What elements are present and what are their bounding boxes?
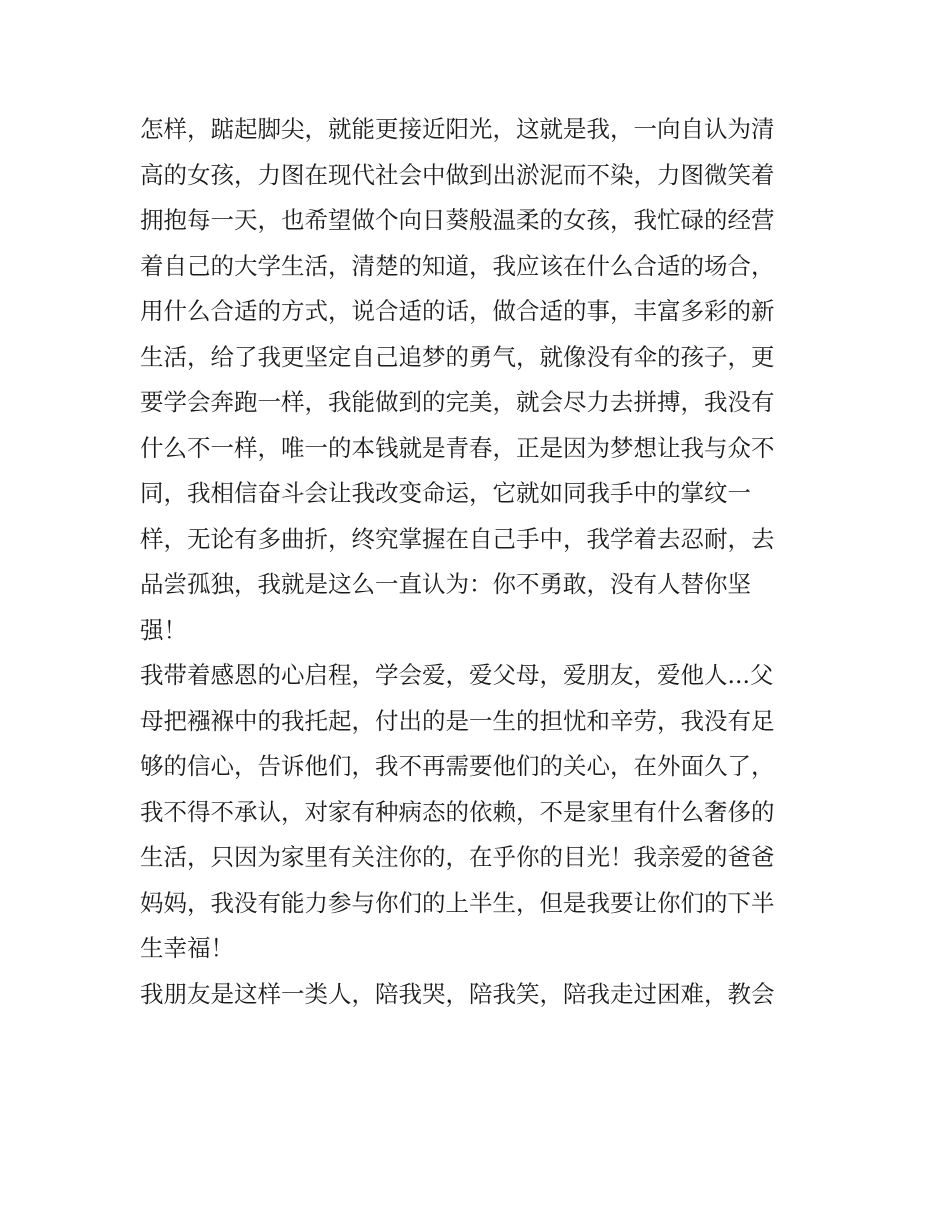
text-line: 样，无论有多曲折，终究掌握在自己手中，我学着去忍耐，去 [140, 524, 775, 553]
text-line: 品尝孤独，我就是这么一直认为：你不勇敢，没有人替你坚 [140, 570, 751, 598]
text-line: 着自己的大学生活，清楚的知道，我应该在什么合适的场合， [140, 251, 775, 280]
text-line: 同，我相信奋斗会让我改变命运，它就如同我手中的掌纹一 [140, 479, 751, 507]
text-line: 高的女孩，力图在现代社会中做到出淤泥而不染，力图微笑着 [140, 160, 775, 189]
text-line: 要学会奔跑一样，我能做到的完美，就会尽力去拼搏，我没有 [140, 388, 775, 416]
text-line: 强！ [140, 615, 187, 644]
text-line: 生活，只因为家里有关注你的，在乎你的目光！我亲爱的爸爸 [140, 843, 775, 871]
text-line: 什么不一样，唯一的本钱就是青春，正是因为梦想让我与众不 [140, 433, 775, 462]
text-line: 拥抱每一天，也希望做个向日葵般温柔的女孩，我忙碌的经营 [140, 206, 775, 234]
text-line: 够的信心，告诉他们，我不再需要他们的关心，在外面久了， [140, 752, 775, 780]
text-line: 我朋友是这样一类人，陪我哭，陪我笑，陪我走过困难，教会 [140, 979, 775, 1008]
text-line: 妈妈，我没有能力参与你们的上半生，但是我要让你们的下半 [140, 888, 775, 917]
text-line: 生活，给了我更坚定自己追梦的勇气，就像没有伞的孩子，更 [140, 342, 775, 371]
text-line: 我带着感恩的心启程，学会爱，爱父母，爱朋友，爱他人...父 [140, 661, 774, 689]
text-line: 母把襁褓中的我托起，付出的是一生的担忧和辛劳，我没有足 [140, 706, 775, 735]
document-body [140, 107, 820, 1017]
text-line: 用什么合适的方式，说合适的话，做合适的事，丰富多彩的新 [140, 297, 775, 325]
text-line: 怎样，踮起脚尖，就能更接近阳光，这就是我，一向自认为清 [140, 115, 775, 143]
text-line: 我不得不承认，对家有种病态的依赖，不是家里有什么奢侈的 [140, 797, 775, 826]
text-line: 生幸福！ [140, 934, 234, 962]
